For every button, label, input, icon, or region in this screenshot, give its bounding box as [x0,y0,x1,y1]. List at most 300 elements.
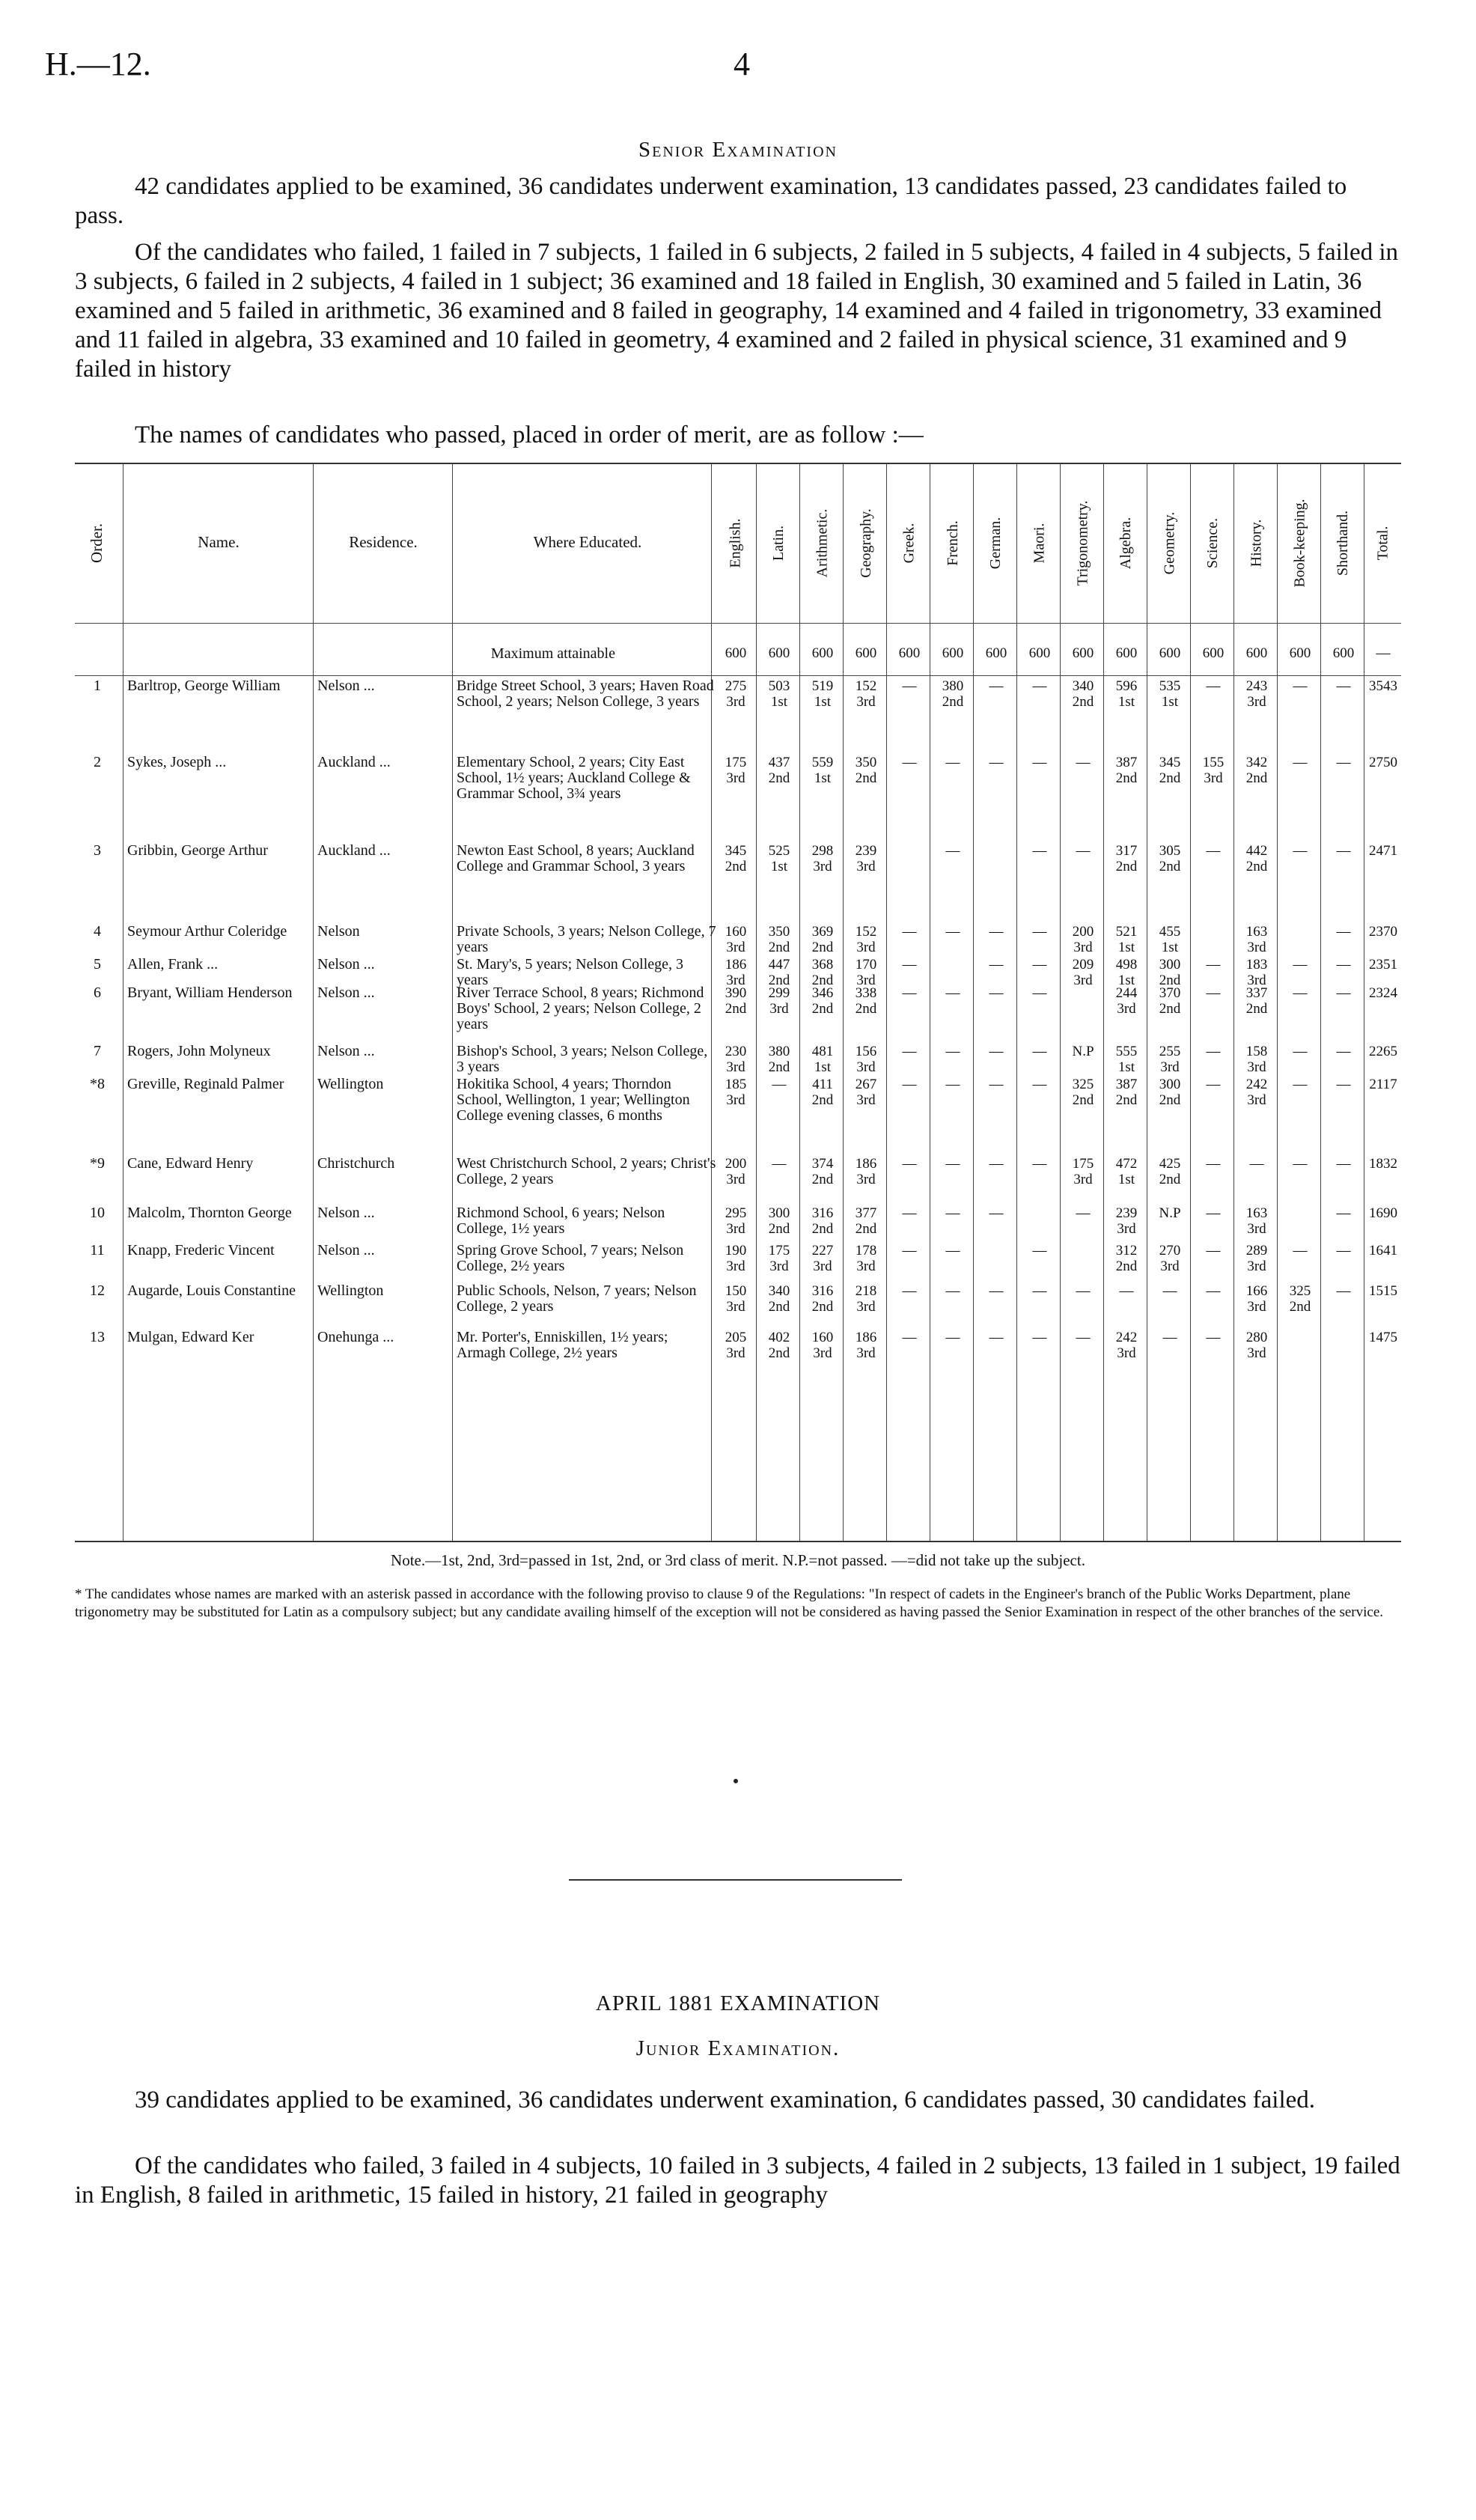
score-cell: — [1336,985,1351,1001]
score-cell: 178 3rd [855,1243,877,1274]
score-cell: 275 3rd [725,678,747,710]
score-cell: — [1206,1077,1221,1092]
subject-header-label: Science. [1204,517,1222,568]
subject-header [1235,464,1278,621]
subject-header-label: Trigonometry. [1074,499,1091,586]
column-rule [1233,464,1234,1541]
order-header [75,464,120,621]
score-cell: — [902,755,917,770]
score-cell: 242 3rd [1115,1330,1138,1361]
score-cell: — [1336,1156,1351,1172]
max-value: 600 [855,645,877,661]
score-cell: — [989,1044,1004,1059]
residence-cell: Nelson ... [317,1242,375,1259]
order-cell: 13 [90,1329,105,1345]
score-cell: 239 3rd [1115,1205,1138,1237]
score-cell: 369 2nd [811,924,834,955]
max-value: 600 [985,645,1007,661]
score-cell: — [1032,678,1047,694]
score-cell: — [772,1156,787,1172]
score-cell: 230 3rd [725,1044,747,1075]
subject-header [888,464,931,621]
junior-failures-text: Of the candidates who failed, 3 failed in 4 subjects, 10 failed in 3 subjects, 4 failed in 2 subjects, 13 failed in 1 subject, 19 failed in English, 8 failed in arithmetic, 15 failed in history, 21 failed in geography [75,2152,1400,2209]
score-cell: — [1336,957,1351,973]
score-cell: N.P [1072,1044,1094,1059]
residence-cell: Nelson ... [317,984,375,1001]
score-cell: — [1032,1044,1047,1059]
score-cell: — [945,1243,960,1259]
score-cell: 158 3rd [1245,1044,1268,1075]
passed-intro-text: The names of candidates who passed, placed in order of merit, are as follow :— [135,421,924,448]
results-table [75,463,1401,1542]
max-value: 600 [1289,645,1311,661]
score-cell: 525 1st [768,843,790,874]
subject-header-label: Arithmetic. [814,508,831,577]
score-cell: — [1206,678,1221,694]
max-value: 600 [1332,645,1355,661]
total-cell: 3543 [1369,678,1397,694]
total-cell: 1832 [1369,1156,1397,1172]
score-cell: 481 1st [811,1044,834,1075]
total-cell: 2324 [1369,985,1397,1001]
score-cell: — [1336,1077,1351,1092]
score-cell: — [1336,1243,1351,1259]
score-cell: 186 3rd [855,1330,877,1361]
max-value: 600 [1028,645,1051,661]
max-value: 600 [725,645,747,661]
score-cell: 200 3rd [725,1156,747,1187]
subject-header-label: Book-keeping. [1291,498,1308,588]
subject-header [1278,464,1322,621]
senior-summary-text: 42 candidates applied to be examined, 36 candidates underwent examination, 13 candidates passed, 23 candidates failed to pass. [75,173,1347,229]
school-cell: Newton East School, 8 years; Auckland College and Grammar School, 3 years [457,842,695,874]
score-cell: — [902,678,917,694]
score-cell: — [989,924,1004,940]
order-cell: *8 [90,1076,105,1092]
page-number: 4 [734,46,750,82]
score-cell: 163 3rd [1245,924,1268,955]
score-cell: — [945,843,960,859]
score-cell: — [1076,1330,1091,1345]
score-cell: — [1206,1330,1221,1345]
max-value: 600 [1115,645,1138,661]
school-cell: Richmond School, 6 years; Nelson College, 1½ years [457,1205,665,1237]
score-cell: 152 3rd [855,924,877,955]
junior-summary-text: 39 candidates applied to be examined, 36 candidates underwent examination, 6 candidates passed, 30 candidates failed. [135,2087,1316,2113]
score-cell: — [1206,1243,1221,1259]
subject-header-label: English. [727,517,744,568]
score-cell: — [1162,1330,1177,1345]
score-cell: 170 3rd [855,957,877,988]
order-cell: 3 [94,842,101,859]
score-cell: 295 3rd [725,1205,747,1237]
subject-header [801,464,844,621]
name-cell: Mulgan, Edward Ker [127,1329,254,1345]
score-cell: — [1206,843,1221,859]
total-cell: 1515 [1369,1283,1397,1299]
subject-header-label: Geometry. [1161,511,1178,574]
score-cell: 455 1st [1159,924,1181,955]
subject-header-label: Geography. [857,508,874,578]
score-cell: 346 2nd [811,985,834,1017]
score-cell: 559 1st [811,755,834,786]
score-cell: — [1293,843,1308,859]
score-cell: — [1032,1243,1047,1259]
section-divider [569,1879,902,1881]
score-cell: — [1336,1283,1351,1299]
score-cell: 155 3rd [1202,755,1225,786]
score-cell: 340 2nd [1072,678,1094,710]
score-cell: 316 2nd [811,1205,834,1237]
score-cell: 442 2nd [1245,843,1268,874]
score-cell: — [1293,1077,1308,1092]
score-cell: — [1293,957,1308,973]
score-cell: — [1293,1243,1308,1259]
max-value: 600 [811,645,834,661]
score-cell: — [902,1330,917,1345]
junior-failures-paragraph [75,2152,1401,2210]
subject-header [1061,464,1105,621]
name-cell: Greville, Reginald Palmer [127,1076,284,1092]
score-cell: — [989,678,1004,694]
score-cell: 298 3rd [811,843,834,874]
order-cell: 1 [94,678,101,694]
score-cell: — [945,924,960,940]
score-cell: — [1032,755,1047,770]
school-cell: St. Mary's, 5 years; Nelson College, 3 years [457,956,684,988]
subject-header [975,464,1018,621]
score-cell: — [1032,1077,1047,1092]
max-row-rule [75,675,1401,676]
score-cell: 411 2nd [811,1077,834,1108]
score-cell: 200 3rd [1072,924,1094,955]
subject-header [1322,464,1365,621]
senior-failures-text: Of the candidates who failed, 1 failed in 7 subjects, 1 failed in 6 subjects, 2 failed in 5 subjects, 4 failed in 4 subjects, 5 failed in 3 subjects, 6 failed in 2 subjects, 4 failed in 1 subject; 36 examined and 18 failed in English, 30 examined and 5 failed in Latin, 36 examined and 5 failed in arithmetic, 36 examined and 8 failed in geography, 14 examined and 4 failed in trigonometry, 33 examined and 11 failed in algebra, 33 examined and 10 failed in geometry, 4 examined and 2 failed in physical science, 31 examined and 9 failed in history [75,239,1399,383]
score-cell: 209 3rd [1072,957,1094,988]
score-cell: — [902,1283,917,1299]
name-cell: Cane, Edward Henry [127,1155,254,1172]
order-cell: 11 [90,1242,105,1259]
score-cell: 342 2nd [1245,755,1268,786]
score-cell: 325 2nd [1289,1283,1311,1315]
score-cell: 350 2nd [768,924,790,955]
score-cell: — [902,1156,917,1172]
score-cell: — [902,1044,917,1059]
order-header-label: Order. [88,523,106,563]
score-cell: — [1032,843,1047,859]
score-cell: — [1032,985,1047,1001]
asterisk-footnote: * The candidates whose names are marked with an asterisk passed in accordance with the following proviso to clause 9 of the Regulations: "In respect of cadets in the Engineer's branch of the Public Works Department, plane trigonometry may be substituted for Latin as a compulsory subject; but any candidate availing himself of the exception will not be considered as having passed the Senior Examination in respect of the other branches of the service. [75,1586,1384,1620]
score-cell: — [989,957,1004,973]
score-cell: 160 3rd [811,1330,834,1361]
total-cell: 2370 [1369,924,1397,940]
residence-cell: Auckland ... [317,842,391,859]
score-cell: — [1032,957,1047,973]
column-rule [973,464,974,1541]
score-cell: 374 2nd [811,1156,834,1187]
senior-summary-paragraph [75,172,1401,231]
name-cell: Barltrop, George William [127,678,281,694]
school-cell: Private Schools, 3 years; Nelson College, 7 years [457,923,716,955]
score-cell: 242 3rd [1245,1077,1268,1108]
residence-cell: Wellington [317,1282,384,1299]
subject-header-label: Latin. [770,525,787,561]
column-rule [452,464,453,1541]
junior-summary-paragraph [75,2086,1401,2115]
score-cell: 243 3rd [1245,678,1268,710]
total-cell: 1641 [1369,1243,1397,1259]
score-cell: 289 3rd [1245,1243,1268,1274]
score-cell: — [1336,1205,1351,1221]
page-reference: H.—12. [45,46,151,82]
residence-header: Residence. [349,533,418,551]
school-cell: West Christchurch School, 2 years; Christ's College, 2 years [457,1155,716,1187]
max-value: 600 [942,645,964,661]
score-cell: 316 2nd [811,1283,834,1315]
score-cell: — [902,1205,917,1221]
score-cell: 338 2nd [855,985,877,1017]
residence-cell: Nelson ... [317,956,375,973]
score-cell: 380 2nd [768,1044,790,1075]
score-cell: 350 2nd [855,755,877,786]
score-cell: — [945,985,960,1001]
score-cell: — [1206,985,1221,1001]
subject-header [714,464,757,621]
header-rule [75,623,1401,624]
score-cell: 186 3rd [725,957,747,988]
score-cell: — [1293,1044,1308,1059]
order-cell: 4 [94,923,101,940]
total-cell: 2471 [1369,843,1397,859]
score-cell: 345 2nd [725,843,747,874]
score-cell: — [1336,678,1351,694]
max-value: 600 [1245,645,1268,661]
residence-cell: Christchurch [317,1155,395,1172]
score-cell: 345 2nd [1159,755,1181,786]
score-cell: — [945,1044,960,1059]
residence-cell: Nelson [317,923,360,940]
score-cell: — [902,1077,917,1092]
max-value: 600 [1072,645,1094,661]
max-total: — [1376,645,1391,661]
score-cell: — [989,1330,1004,1345]
april-exam-title: APRIL 1881 EXAMINATION [595,1991,881,2015]
score-cell: 340 2nd [768,1283,790,1315]
subject-header [757,464,801,621]
residence-cell: Nelson ... [317,1205,375,1221]
max-value: 600 [898,645,921,661]
total-cell: 1690 [1369,1205,1397,1221]
order-cell: 12 [90,1282,105,1299]
score-cell: — [1336,1044,1351,1059]
score-cell: — [1206,1044,1221,1059]
order-cell: 2 [94,754,101,770]
name-cell: Knapp, Frederic Vincent [127,1242,275,1259]
score-cell: 175 3rd [725,755,747,786]
score-cell: 218 3rd [855,1283,877,1315]
score-cell: — [902,1243,917,1259]
name-cell: Gribbin, George Arthur [127,842,268,859]
page-dot [734,1779,738,1783]
subject-header [1105,464,1148,621]
column-rule [1103,464,1104,1541]
score-cell: 255 3rd [1159,1044,1181,1075]
score-cell: — [945,1330,960,1345]
score-cell: — [1032,1283,1047,1299]
score-cell: 498 1st [1115,957,1138,988]
score-cell: 300 2nd [768,1205,790,1237]
residence-cell: Wellington [317,1076,384,1092]
score-cell: — [1206,1283,1221,1299]
score-cell: 299 3rd [768,985,790,1017]
name-cell: Malcolm, Thornton George [127,1205,292,1221]
score-cell: — [1206,1156,1221,1172]
score-cell: — [1206,957,1221,973]
total-cell: 2750 [1369,755,1397,770]
score-cell: 325 2nd [1072,1077,1094,1108]
max-value: 600 [1202,645,1225,661]
junior-exam-heading: Junior Examination. [635,2036,841,2060]
score-cell: 190 3rd [725,1243,747,1274]
score-cell: — [1336,843,1351,859]
order-cell: 7 [94,1043,101,1059]
score-cell: — [945,1077,960,1092]
score-cell: 402 2nd [768,1330,790,1361]
total-header [1365,464,1401,621]
table-note: Note.—1st, 2nd, 3rd=passed in 1st, 2nd, or 3rd class of merit. N.P.=not passed. —=did not take up the subject. [391,1551,1085,1569]
school-cell: Mr. Porter's, Enniskillen, 1½ years; Armagh College, 2½ years [457,1329,668,1361]
score-cell: — [1206,1205,1221,1221]
score-cell: 186 3rd [855,1156,877,1187]
order-cell: 5 [94,956,101,973]
score-cell: — [989,1283,1004,1299]
score-cell: 205 3rd [725,1330,747,1361]
score-cell: 521 1st [1115,924,1138,955]
total-cell: 2117 [1369,1077,1397,1092]
score-cell: 300 2nd [1159,957,1181,988]
score-cell: 380 2nd [942,678,964,710]
total-cell: 2265 [1369,1044,1397,1059]
score-cell: 150 3rd [725,1283,747,1315]
score-cell: 535 1st [1159,678,1181,710]
score-cell: — [1032,924,1047,940]
score-cell: — [989,755,1004,770]
name-cell: Augarde, Louis Constantine [127,1282,296,1299]
name-cell: Sykes, Joseph ... [127,754,227,770]
subject-header [844,464,888,621]
score-cell: 160 3rd [725,924,747,955]
subject-header-label: Greek. [900,523,918,563]
school-cell: Hokitika School, 4 years; Thorndon School, Wellington, 1 year; Wellington College evening classes, 6 months [457,1076,690,1124]
column-rule [313,464,314,1541]
subject-header-label: Algebra. [1117,517,1135,569]
total-cell: 2351 [1369,957,1397,973]
score-cell: 175 3rd [768,1243,790,1274]
score-cell: 387 2nd [1115,1077,1138,1108]
score-cell: — [945,755,960,770]
score-cell: 312 2nd [1115,1243,1138,1274]
score-cell: 368 2nd [811,957,834,988]
score-cell: 244 3rd [1115,985,1138,1017]
score-cell: 156 3rd [855,1044,877,1075]
subject-header-label: Maori. [1031,523,1048,563]
name-cell: Allen, Frank ... [127,956,219,973]
score-cell: — [1336,755,1351,770]
score-cell: — [945,1156,960,1172]
score-cell: 337 2nd [1245,985,1268,1017]
score-cell: — [902,985,917,1001]
school-cell: Elementary School, 2 years; City East School, 1½ years; Auckland College & Grammar School, 3¾ years [457,754,691,802]
school-cell: River Terrace School, 8 years; Richmond Boys' School, 2 years; Nelson College, 2 years [457,984,704,1032]
senior-failures-paragraph [75,238,1401,384]
score-cell: — [1293,985,1308,1001]
column-rule [1320,464,1321,1541]
score-cell: — [989,1205,1004,1221]
subject-header [1018,464,1061,621]
max-attainable-label: Maximum attainable [490,645,615,662]
score-cell: — [1076,1283,1091,1299]
name-header: Name. [198,533,240,551]
name-cell: Seymour Arthur Coleridge [127,923,287,940]
subject-header [1148,464,1192,621]
school-cell: Public Schools, Nelson, 7 years; Nelson College, 2 years [457,1282,697,1315]
score-cell: — [1119,1283,1134,1299]
score-cell: — [772,1077,787,1092]
order-cell: 10 [90,1205,105,1221]
score-cell: — [989,985,1004,1001]
score-cell: 300 2nd [1159,1077,1181,1108]
residence-cell: Auckland ... [317,754,391,770]
score-cell: — [902,924,917,940]
max-value: 600 [768,645,790,661]
school-cell: Spring Grove School, 7 years; Nelson College, 2½ years [457,1242,684,1274]
score-cell: — [1293,678,1308,694]
score-cell: — [902,957,917,973]
score-cell: — [1293,755,1308,770]
score-cell: N.P [1159,1205,1181,1221]
score-cell: — [1076,1205,1091,1221]
where-educated-header: Where Educated. [533,533,642,551]
score-cell: 175 3rd [1072,1156,1094,1187]
subject-header [931,464,975,621]
score-cell: — [989,1077,1004,1092]
score-cell: 425 2nd [1159,1156,1181,1187]
score-cell: 239 3rd [855,843,877,874]
score-cell: — [1032,1156,1047,1172]
column-rule [1016,464,1017,1541]
max-value: 600 [1159,645,1181,661]
score-cell: 472 1st [1115,1156,1138,1187]
score-cell: 227 3rd [811,1243,834,1274]
score-cell: 305 2nd [1159,843,1181,874]
score-cell: 503 1st [768,678,790,710]
score-cell: — [1249,1156,1264,1172]
score-cell: — [1076,755,1091,770]
senior-exam-heading: Senior Examination [638,138,838,162]
school-cell: Bishop's School, 3 years; Nelson College, 3 years [457,1043,708,1075]
subject-header-label: History. [1248,519,1265,567]
school-cell: Bridge Street School, 3 years; Haven Road School, 2 years; Nelson College, 3 years [457,678,714,710]
score-cell: 267 3rd [855,1077,877,1108]
score-cell: — [1162,1283,1177,1299]
passed-intro-paragraph [75,421,1401,450]
total-cell: 1475 [1369,1330,1397,1345]
order-cell: *9 [90,1155,105,1172]
residence-cell: Nelson ... [317,1043,375,1059]
score-cell: — [1032,1330,1047,1345]
score-cell: 317 2nd [1115,843,1138,874]
residence-cell: Onehunga ... [317,1329,394,1345]
